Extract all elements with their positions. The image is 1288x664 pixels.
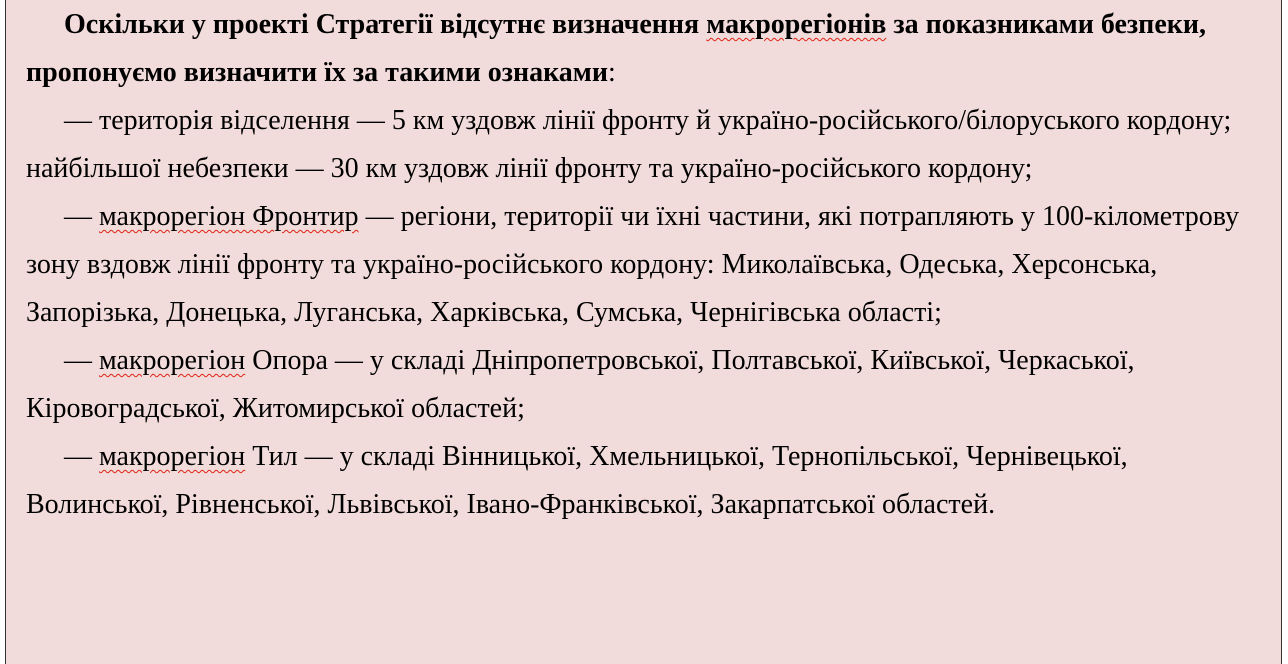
intro-bold-text — [26, 9, 1206, 88]
document-frame — [5, 0, 1282, 664]
intro-part-2: за показниками безпеки, пропонуємо визначити їх за такими ознаками — [26, 9, 1207, 88]
list-item-tyl — [26, 433, 1276, 529]
list-item-dash: — — [64, 441, 99, 472]
intro-colon: : — [608, 57, 616, 88]
list-item-dash: — — [64, 201, 99, 232]
list-item-text: Тил — у складі Вінницької, Хмельницької, Тернопільської, Чернівецької, Волинської, Рівненської, Львівської, Івано-Франківської, Закарпатської областей. — [26, 441, 1128, 520]
list-item-term: макрорегіон Фронтир — [99, 201, 359, 232]
intro-part-1: Оскільки у проекті Стратегії відсутнє визначення — [64, 9, 707, 40]
list-item-frontier — [26, 193, 1276, 337]
list-item-dash: — — [64, 345, 99, 376]
intro-paragraph — [26, 1, 1276, 97]
list-item-dash: — — [64, 105, 99, 136]
intro-macroregions-word: макрорегіонів — [706, 9, 887, 40]
list-item-opora — [26, 337, 1276, 433]
document-body — [26, 1, 1276, 529]
list-item-text: Опора — у складі Дніпропетровської, Полтавської, Київської, Черкаської, Кіровоградської, Житомирської областей; — [26, 345, 1135, 424]
list-item-resettlement — [26, 97, 1276, 193]
list-item-term: макрорегіон — [99, 441, 246, 472]
list-item-text: територія відселення — 5 км уздовж лінії фронту й україно-російського/білоруського кордону; найбільшої небезпеки — 30 км уздовж лінії фронту та україно-російського кордону; — [26, 105, 1232, 184]
list-item-term: макрорегіон — [99, 345, 246, 376]
list-item-text: — регіони, території чи їхні частини, які потрапляють у 100-кілометрову зону вздовж лінії фронту та україно-російського кордону: Миколаївська, Одеська, Херсонська, Запорізька, Донецька, Луганська, Харківська, Сумська, Чернігівська області; — [26, 201, 1240, 328]
